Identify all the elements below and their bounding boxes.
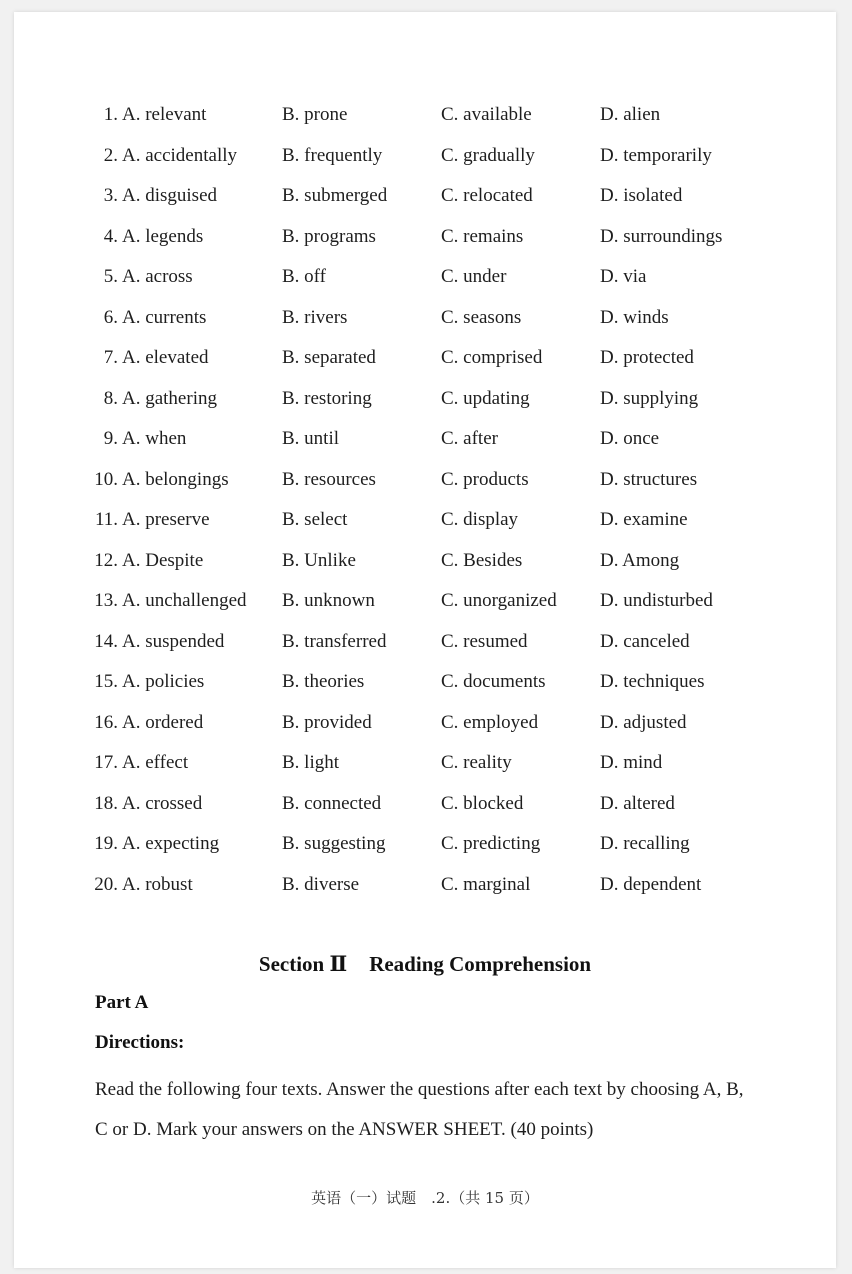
question-row [14,751,836,792]
option-a: A. expecting [122,833,220,854]
option-d: D. once [600,428,660,449]
option-a: A. disguised [122,185,217,206]
option-d: D. supplying [600,387,699,409]
section-title: Reading Comprehension [369,952,592,976]
question-number: 5. [103,266,118,287]
option-b: B. provided [282,711,372,733]
question-row [14,387,836,428]
option-b: B. select [282,509,348,530]
question-list [14,103,836,913]
question-row [14,670,836,711]
question-number: 11. [94,509,118,530]
option-a: A. robust [122,873,193,895]
exam-page [14,12,836,1268]
option-d: D. via [600,266,647,287]
option-d: D. dependent [600,873,702,895]
option-c: C. remains [441,225,524,247]
question-row [14,873,836,914]
option-d: D. mind [600,752,663,773]
section-label: Section Ⅱ [258,952,348,976]
question-row [14,265,836,306]
option-a: A. when [122,428,187,449]
option-c: C. predicting [441,833,541,854]
option-b: B. rivers [282,306,348,328]
question-row [14,711,836,752]
question-row [14,630,836,671]
option-b: B. submerged [282,185,388,206]
option-b: B. restoring [282,387,372,409]
question-number: 8. [103,387,118,409]
option-d: D. techniques [600,671,705,692]
question-number: 3. [103,185,118,206]
option-d: D. Among [600,549,680,571]
option-c: C. documents [441,671,546,692]
option-c: C. Besides [441,549,523,571]
question-row [14,184,836,225]
option-d: D. canceled [600,630,690,652]
question-number: 4. [103,225,118,247]
question-row [14,468,836,509]
question-number: 7. [103,347,118,368]
option-b: B. diverse [282,873,360,895]
option-a: A. legends [122,225,204,247]
option-b: B. programs [282,225,376,247]
option-b: B. prone [282,104,348,125]
option-c: C. available [441,104,532,125]
option-c: C. relocated [441,185,533,206]
option-b: B. connected [282,792,382,814]
option-c: C. products [441,468,529,490]
option-d: D. structures [600,468,698,490]
question-number: 19. [94,833,118,854]
question-row [14,792,836,833]
question-number: 15. [94,671,118,692]
option-b: B. resources [282,468,376,490]
question-number: 9. [103,428,118,449]
option-a: A. accidentally [122,144,238,166]
option-b: B. light [282,752,340,773]
question-number: 10. [94,468,118,490]
question-number: 6. [103,306,118,328]
question-number: 14. [94,630,118,652]
question-number: 17. [94,752,118,773]
option-c: C. seasons [441,306,522,328]
question-row [14,832,836,873]
option-a: A. unchallenged [122,590,247,611]
option-d: D. recalling [600,833,690,854]
option-b: B. separated [282,347,376,368]
page-footer: 英语（一）试题 .2.（共 15 页） [311,1189,539,1207]
option-b: B. transferred [282,630,387,652]
option-a: A. across [122,266,193,287]
option-a: A. ordered [122,711,204,733]
question-row [14,103,836,144]
option-c: C. gradually [441,144,535,166]
section-heading [14,951,836,977]
option-b: B. unknown [282,590,375,611]
option-d: D. undisturbed [600,590,713,611]
question-row [14,508,836,549]
option-a: A. gathering [122,387,217,409]
option-a: A. suspended [122,630,225,652]
option-d: D. protected [600,347,694,368]
option-a: A. Despite [122,549,204,571]
option-a: A. preserve [122,509,210,530]
option-a: A. policies [122,671,205,692]
option-d: D. surroundings [600,225,723,247]
question-row [14,549,836,590]
option-d: D. adjusted [600,711,687,733]
option-a: A. relevant [122,104,207,125]
question-row [14,306,836,347]
question-number: 18. [94,792,118,814]
option-d: D. examine [600,509,688,530]
question-row [14,427,836,468]
option-a: A. crossed [122,792,203,814]
directions-heading: Directions: [95,1032,185,1053]
part-heading: Part A [95,992,149,1013]
option-c: C. under [441,266,507,287]
option-c: C. unorganized [441,590,557,611]
option-c: C. comprised [441,347,543,368]
option-b: B. frequently [282,144,383,166]
option-a: A. elevated [122,347,209,368]
option-d: D. winds [600,306,669,328]
option-c: C. reality [441,752,512,773]
option-d: D. isolated [600,185,683,206]
question-row [14,144,836,185]
question-number: 2. [103,144,118,166]
option-d: D. altered [600,792,675,814]
option-d: D. alien [600,104,661,125]
option-c: C. updating [441,387,530,409]
question-row [14,589,836,630]
option-b: B. off [282,266,326,287]
option-c: C. blocked [441,792,524,814]
directions-text: Read the following four texts. Answer the questions after each text by choosing A, B, C or D. Mark your answers on the ANSWER SHEET. (40 points) [95,1079,744,1140]
option-c: C. marginal [441,873,531,895]
question-number: 1. [103,104,118,125]
option-c: C. display [441,509,519,530]
question-row [14,346,836,387]
option-c: C. after [441,428,498,449]
option-a: A. currents [122,306,207,328]
option-a: A. effect [122,752,189,773]
option-b: B. suggesting [282,833,386,854]
question-number: 12. [94,549,118,571]
option-b: B. Unlike [282,549,356,571]
question-number: 13. [94,590,118,611]
option-b: B. until [282,428,340,449]
question-number: 16. [94,711,118,733]
option-b: B. theories [282,671,365,692]
option-a: A. belongings [122,468,229,490]
option-c: C. employed [441,711,539,733]
question-number: 20. [94,873,118,895]
option-d: D. temporarily [600,144,712,166]
question-row [14,225,836,266]
option-c: C. resumed [441,630,528,652]
